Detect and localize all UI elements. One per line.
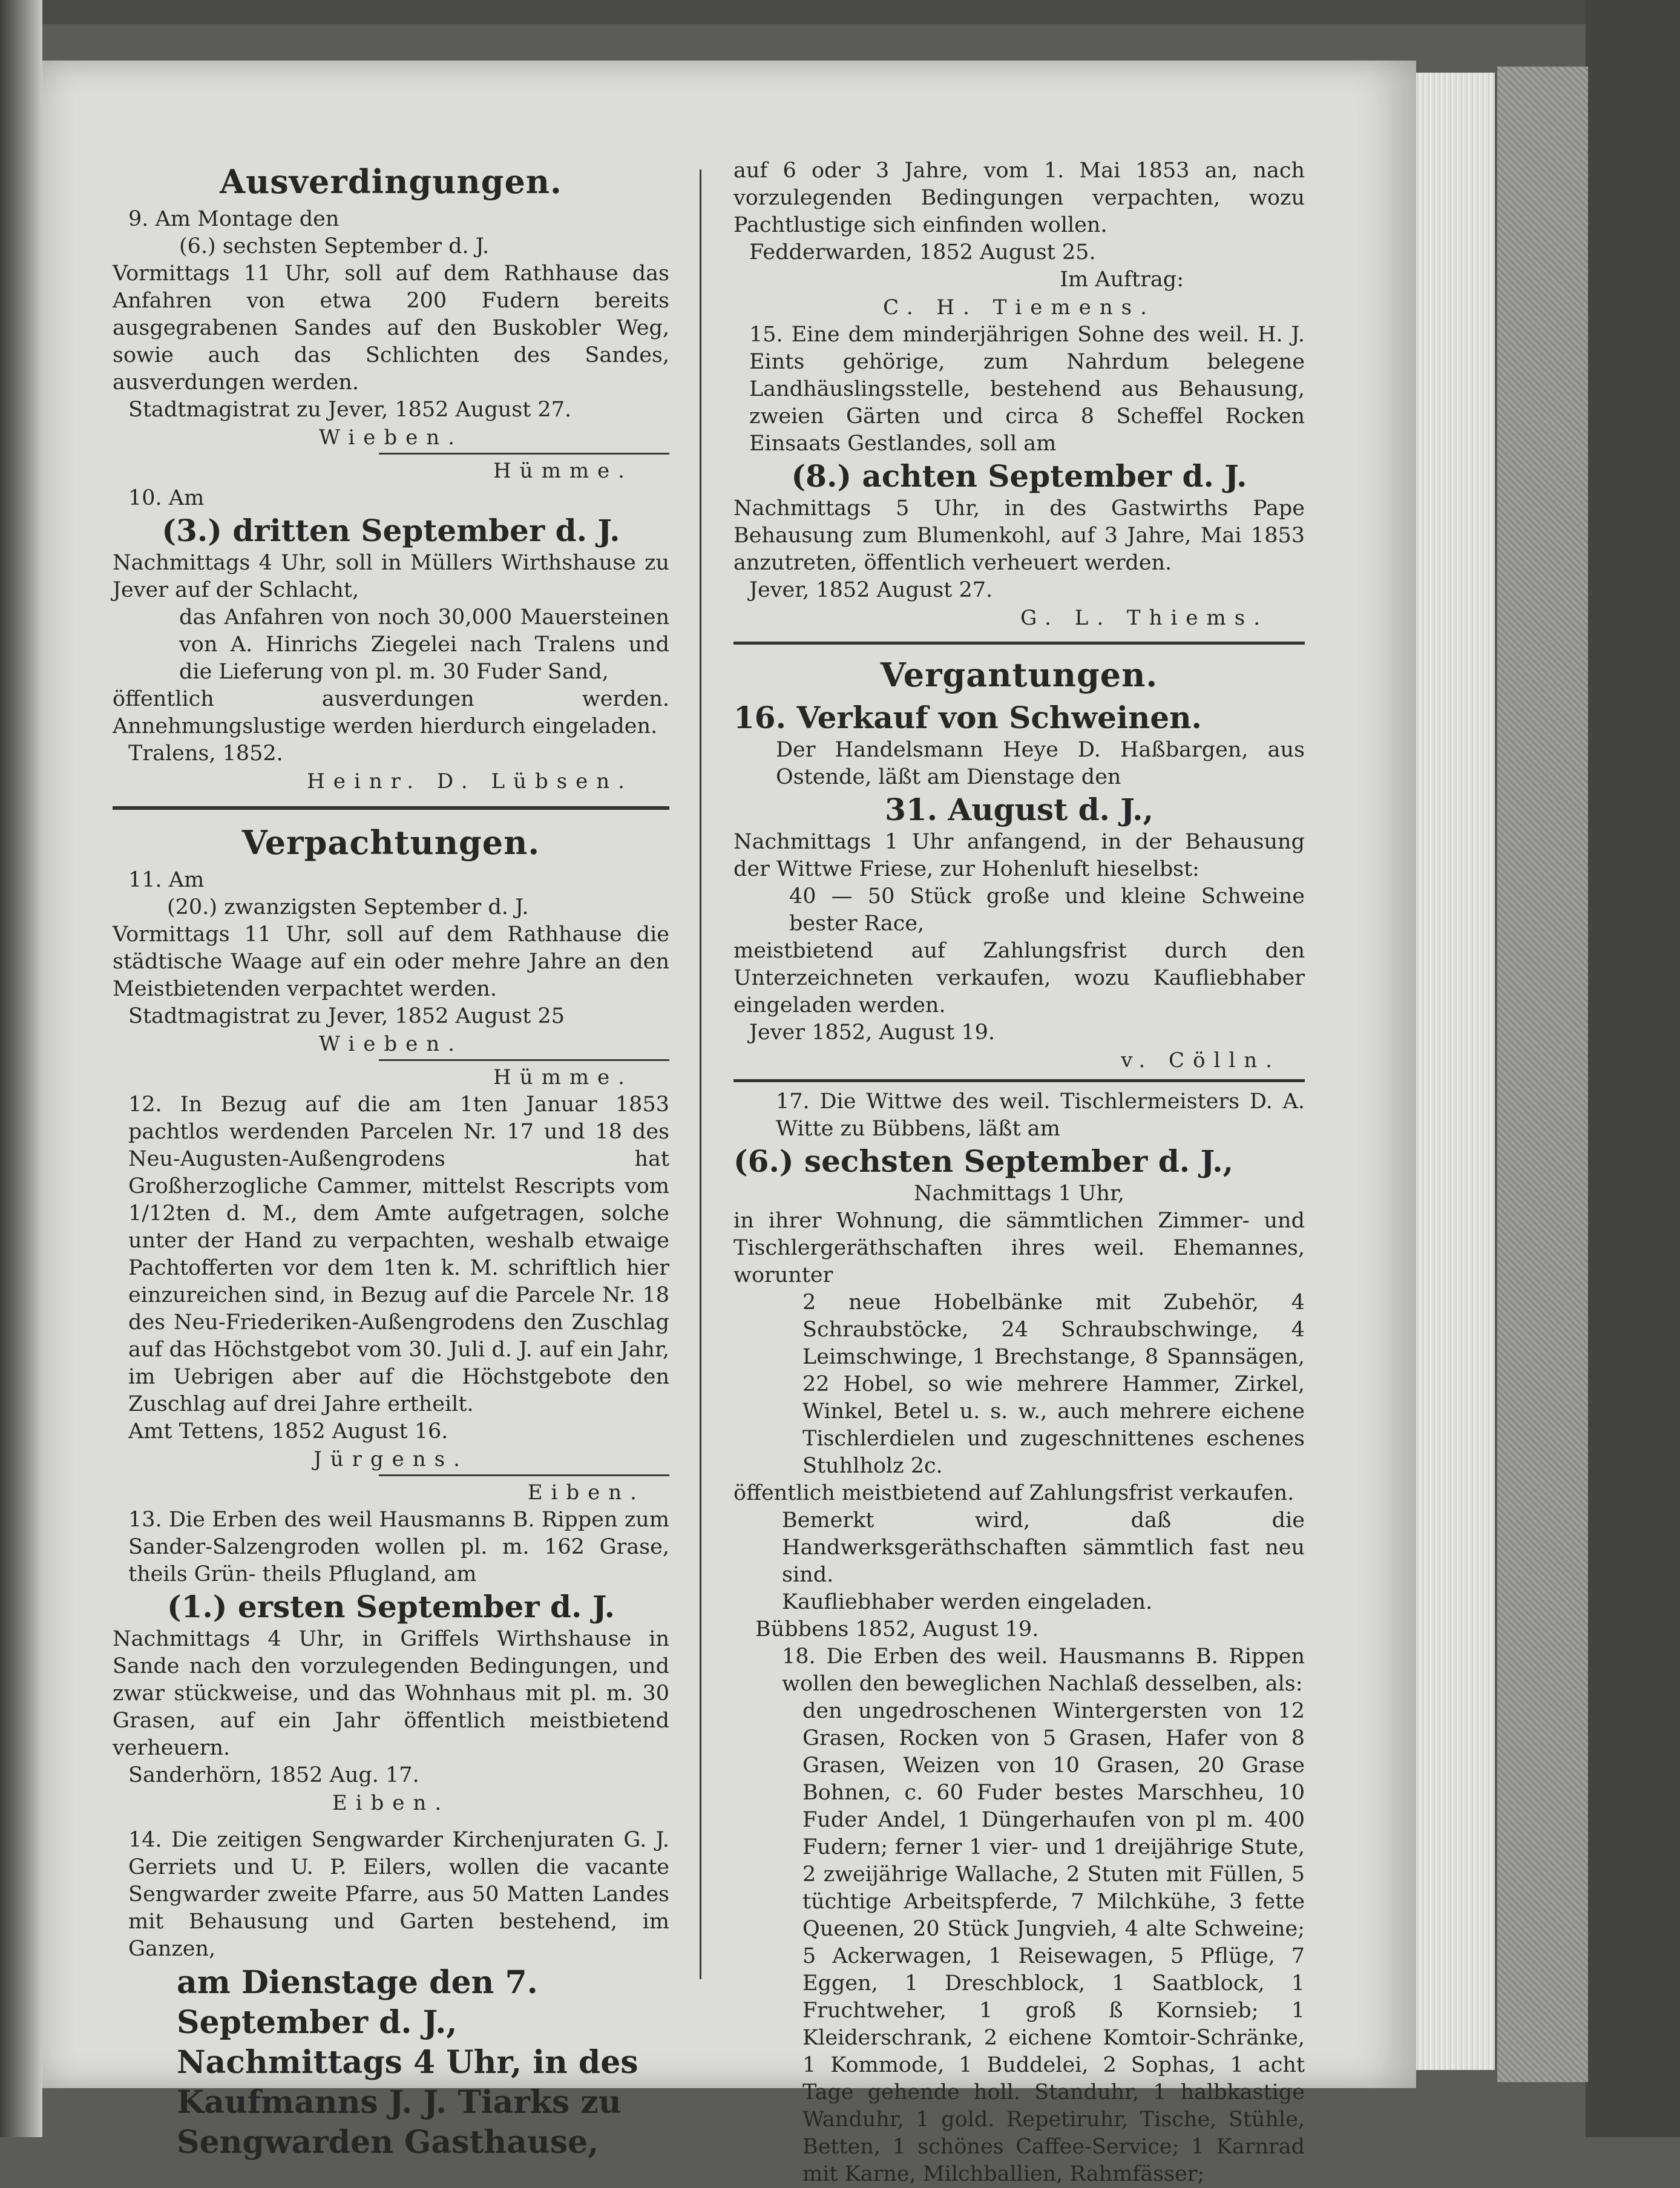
notice-17-items: 2 neue Hobelbänke mit Zubehör, 4 Schraubstöcke, 24 Schraubschwinge, 4 Leimschwinge, 1 Brechstange, 8 Spannsägen, 22 Hobel, so wie mehrere Hammer, Zirkel, Winkel, Betel u. s. w., auch mehrere eichene Tischlerdielen und zugeschnittenes eschenes Stuhlholz 2c. <box>802 1290 1305 1478</box>
notice-17-date: (6.) sechsten September d. J., <box>733 1143 1234 1179</box>
signature-rule <box>379 1474 669 1476</box>
notice-16-body: Der Handelsmann Heye D. Haßbargen, aus Ostende, läßt am Dienstage den <box>776 738 1305 789</box>
notice-11-signature-2: Hümme. <box>493 1065 633 1089</box>
notice-15-terms: Nachmittags 5 Uhr, in des Gastwirths Pape Behausung zum Blumenkohl, auf 3 Jahre, Mai 1853 anzutreten, öffentlich verheuert werden. <box>733 496 1305 575</box>
notice-14-auftrag: Im Auftrag: <box>1060 268 1184 292</box>
notice-9-body: Vormittags 11 Uhr, soll auf dem Rathhause das Anfahren von etwa 200 Fudern bereits ausgegrabenen Sandes auf den Buskobler Weg, sowie auch das Schlichten des Sandes, ausverdungen werden. <box>113 261 669 395</box>
notice-16-terms: meistbietend auf Zahlungsfrist durch den Unterzeichneten verkaufen, wozu Kaufliebhaber eingeladen werden. <box>733 939 1305 1017</box>
notice-rule <box>733 1079 1305 1082</box>
notice-15-place: Jever, 1852 August 27. <box>749 578 993 602</box>
notice-16-heading: 16. Verkauf von Schweinen. <box>733 700 1202 735</box>
notice-9-place: Stadtmagistrat zu Jever, 1852 August 27. <box>128 398 572 422</box>
notice-16-goods: 40 — 50 Stück große und kleine Schweine bester Race, <box>789 884 1305 936</box>
scan-background <box>0 0 1680 24</box>
section-heading-vergantungen: Vergantungen. <box>880 655 1158 694</box>
notice-17-invite: Kaufliebhaber werden eingeladen. <box>782 1590 1153 1614</box>
notice-15-signature: G. L. Thiems. <box>1020 606 1268 630</box>
notice-15-body: 15. Eine dem minderjährigen Sohne des weil. H. J. Eints gehörige, zum Nahrdum belegene Landhäuslingsstelle, bestehend aus Behausung, zweien Gärten und circa 8 Scheffel Rocken Einsaats Gestlandes, soll am <box>749 323 1305 456</box>
page-stack-edge <box>1416 73 1495 2070</box>
section-rule <box>113 806 669 810</box>
notice-16-location: Nachmittags 1 Uhr anfangend, in der Behausung der Wittwe Friese, zur Hohenluft hieselbst: <box>733 830 1305 881</box>
notice-17-location: in ihrer Wohnung, die sämmtlichen Zimmer- und Tischlergeräthschaften ihres weil. Ehemannes, worunter <box>733 1209 1305 1287</box>
notice-9-signature-1: Wieben. <box>319 425 463 450</box>
column-divider <box>700 169 701 1979</box>
left-column <box>113 157 669 2163</box>
notice-16-signature: v. Cölln. <box>1121 1048 1281 1073</box>
notice-17-remark: Bemerkt wird, daß die Handwerksgeräthschaften sämmtlich fast neu sind. <box>782 1508 1305 1587</box>
notice-12-body: 12. In Bezug auf die am 1ten Januar 1853 pachtlos werdenden Parcelen Nr. 17 und 18 des Neu-Augusten-Außengrodens hat Großherzogliche Cammer, mittelst Rescripts vom 1/12ten d. M., dem Amte aufgetragen, solche unter der Hand zu verpachten, weshalb etwaige Pachtofferten vor dem 1ten k. M. schriftlich hier einzureichen sind, in Bezug auf die Parcele Nr. 18 des Neu-Friederiken-Außengrodens den Zuschlag auf das Höchstgebot vom 30. Juli d. J. auf ein Jahr, im Uebrigen aber auf die Höchstgebote den Zuschlag auf drei Jahre ertheilt. <box>128 1092 669 1416</box>
notice-14-continued: auf 6 oder 3 Jahre, vom 1. Mai 1853 an, nach vorzulegenden Bedingungen verpachten, wozu Pachtlustige sich einfinden wollen. <box>733 159 1305 237</box>
section-rule <box>733 642 1305 645</box>
right-column <box>733 157 1305 2188</box>
notice-14-signature: C. H. Tiemens. <box>883 295 1155 320</box>
notice-14-body: 14. Die zeitigen Sengwarder Kirchenjuraten G. J. Gerriets und U. P. Eilers, wollen die vacante Sengwarder zweite Pfarre, aus 50 Matten Landes mit Behausung und Garten bestehend, im Ganzen, <box>128 1828 669 1961</box>
notice-9-date: (6.) sechsten September d. J. <box>179 234 490 258</box>
notice-11-body: Vormittags 11 Uhr, soll auf dem Rathhause die städtische Waage auf ein oder mehre Jahre an den Meistbietenden verpachtet werden. <box>113 922 669 1001</box>
signature-rule <box>379 453 669 455</box>
notice-9-number: 9. Am Montage den <box>128 207 340 231</box>
notice-11-place: Stadtmagistrat zu Jever, 1852 August 25 <box>128 1004 565 1028</box>
notice-18-items: den ungedroschenen Wintergersten von 12 Grasen, Rocken von 5 Grasen, Hafer von 8 Grasen, Weizen von 10 Grasen, 20 Grase Bohnen, c. 60 Fuder bestes Marschheu, 10 Fuder Andel, 1 Düngerhaufen von pl m. 400 Fudern; ferner 1 vier- und 1 dreijährige Stute, 2 zweijährige Wallache, 2 Stuten mit Füllen, 5 tüchtige Arbeitspferde, 7 Milchkühe, 3 fette Queenen, 20 Stück Jungvieh, 4 alte Schweine; 5 Ackerwagen, 1 Reisewagen, 5 Pflüge, 7 Eggen, 1 Dreschblock, 1 Saatblock, 1 Fruchtweher, 1 groß ß Kornsieb; 1 Kleiderschrank, 2 eichene Komtoir-Schränke, 1 Kommode, 1 Buddelei, 2 Sophas, 1 acht Tage gehende holl. Standuhr, 1 halbkastige Wanduhr, 1 gold. Repetiruhr, Tische, Stühle, Betten, 1 schönes Caffee-Service; 1 Karnrad mit Karne, Milchballien, Rahmfässer; <box>802 1699 1305 2186</box>
notice-10-work: das Anfahren von noch 30,000 Mauersteinen von A. Hinrichs Ziegelei nach Tralens und die Lieferung von pl. m. 30 Fuder Sand, <box>179 605 669 684</box>
notice-11-date: (20.) zwanzigsten September d. J. <box>167 895 529 919</box>
previous-page-edge <box>0 0 42 2137</box>
section-heading-ausverdingungen: Ausverdingungen. <box>220 162 562 201</box>
notice-17-terms: öffentlich meistbietend auf Zahlungsfrist verkaufen. <box>733 1481 1294 1505</box>
book-cover-edge <box>1495 67 1588 2082</box>
notice-18-body: 18. Die Erben des weil. Hausmanns B. Rippen wollen den beweglichen Nachlaß desselben, als: <box>782 1644 1305 1696</box>
notice-10-time: Nachmittags 4 Uhr, soll in Müllers Wirthshause zu Jever auf der Schlacht, <box>113 551 669 602</box>
notice-14-date-time: am Dienstage den 7. September d. J., Nachmittags 4 Uhr, in des Kaufmanns J. J. Tiarks zu Sengwarden Gasthause, <box>177 1964 638 2161</box>
notice-10-date: (3.) dritten September d. J. <box>162 513 620 548</box>
notice-13-body: 13. Die Erben des weil Hausmanns B. Rippen zum Sander-Salzengroden wollen pl. m. 162 Grase, theils Grün- theils Pflugland, am <box>128 1508 669 1586</box>
notice-15-date: (8.) achten September d. J. <box>791 458 1247 494</box>
notice-11-number: 11. Am <box>128 868 205 892</box>
notice-9-signature-2: Hümme. <box>493 459 633 483</box>
notice-11-signature-1: Wieben. <box>319 1032 463 1056</box>
notice-10-place: Tralens, 1852. <box>128 741 283 766</box>
notice-10-signature: Heinr. D. Lübsen. <box>307 769 633 793</box>
signature-rule <box>379 1059 669 1061</box>
notice-12-place: Amt Tettens, 1852 August 16. <box>128 1419 448 1444</box>
notice-13-date: (1.) ersten September d. J. <box>166 1589 615 1625</box>
section-heading-verpachtungen: Verpachtungen. <box>241 823 540 862</box>
notice-17-body: 17. Die Wittwe des weil. Tischlermeisters D. A. Witte zu Bübbens, läßt am <box>776 1089 1305 1141</box>
notice-13-terms: Nachmittags 4 Uhr, in Griffels Wirthshause in Sande nach den vorzulegenden Bedingungen, und zwar stückweise, und das Wohnhaus mit pl. m. 30 Grasen, auf ein Jahr öffentlich meistbietend verheuern. <box>113 1627 669 1760</box>
notice-12-signature-2: Eiben. <box>527 1480 645 1505</box>
notice-14-place: Fedderwarden, 1852 August 25. <box>749 240 1096 264</box>
notice-10-number: 10. Am <box>128 486 205 510</box>
notice-16-date: 31. August d. J., <box>885 792 1153 827</box>
notice-12-signature-1: Jürgens. <box>313 1447 468 1471</box>
notice-10-invite: öffentlich ausverdungen werden. Annehmungslustige werden hierdurch eingeladen. <box>113 687 669 738</box>
notice-17-place: Bübbens 1852, August 19. <box>755 1617 1039 1641</box>
notice-13-place: Sanderhörn, 1852 Aug. 17. <box>128 1763 419 1787</box>
notice-17-time: Nachmittags 1 Uhr, <box>914 1181 1124 1206</box>
notice-13-signature: Eiben. <box>332 1791 450 1815</box>
notice-16-place: Jever 1852, August 19. <box>749 1020 995 1045</box>
scan-background-right <box>1586 0 1680 2137</box>
